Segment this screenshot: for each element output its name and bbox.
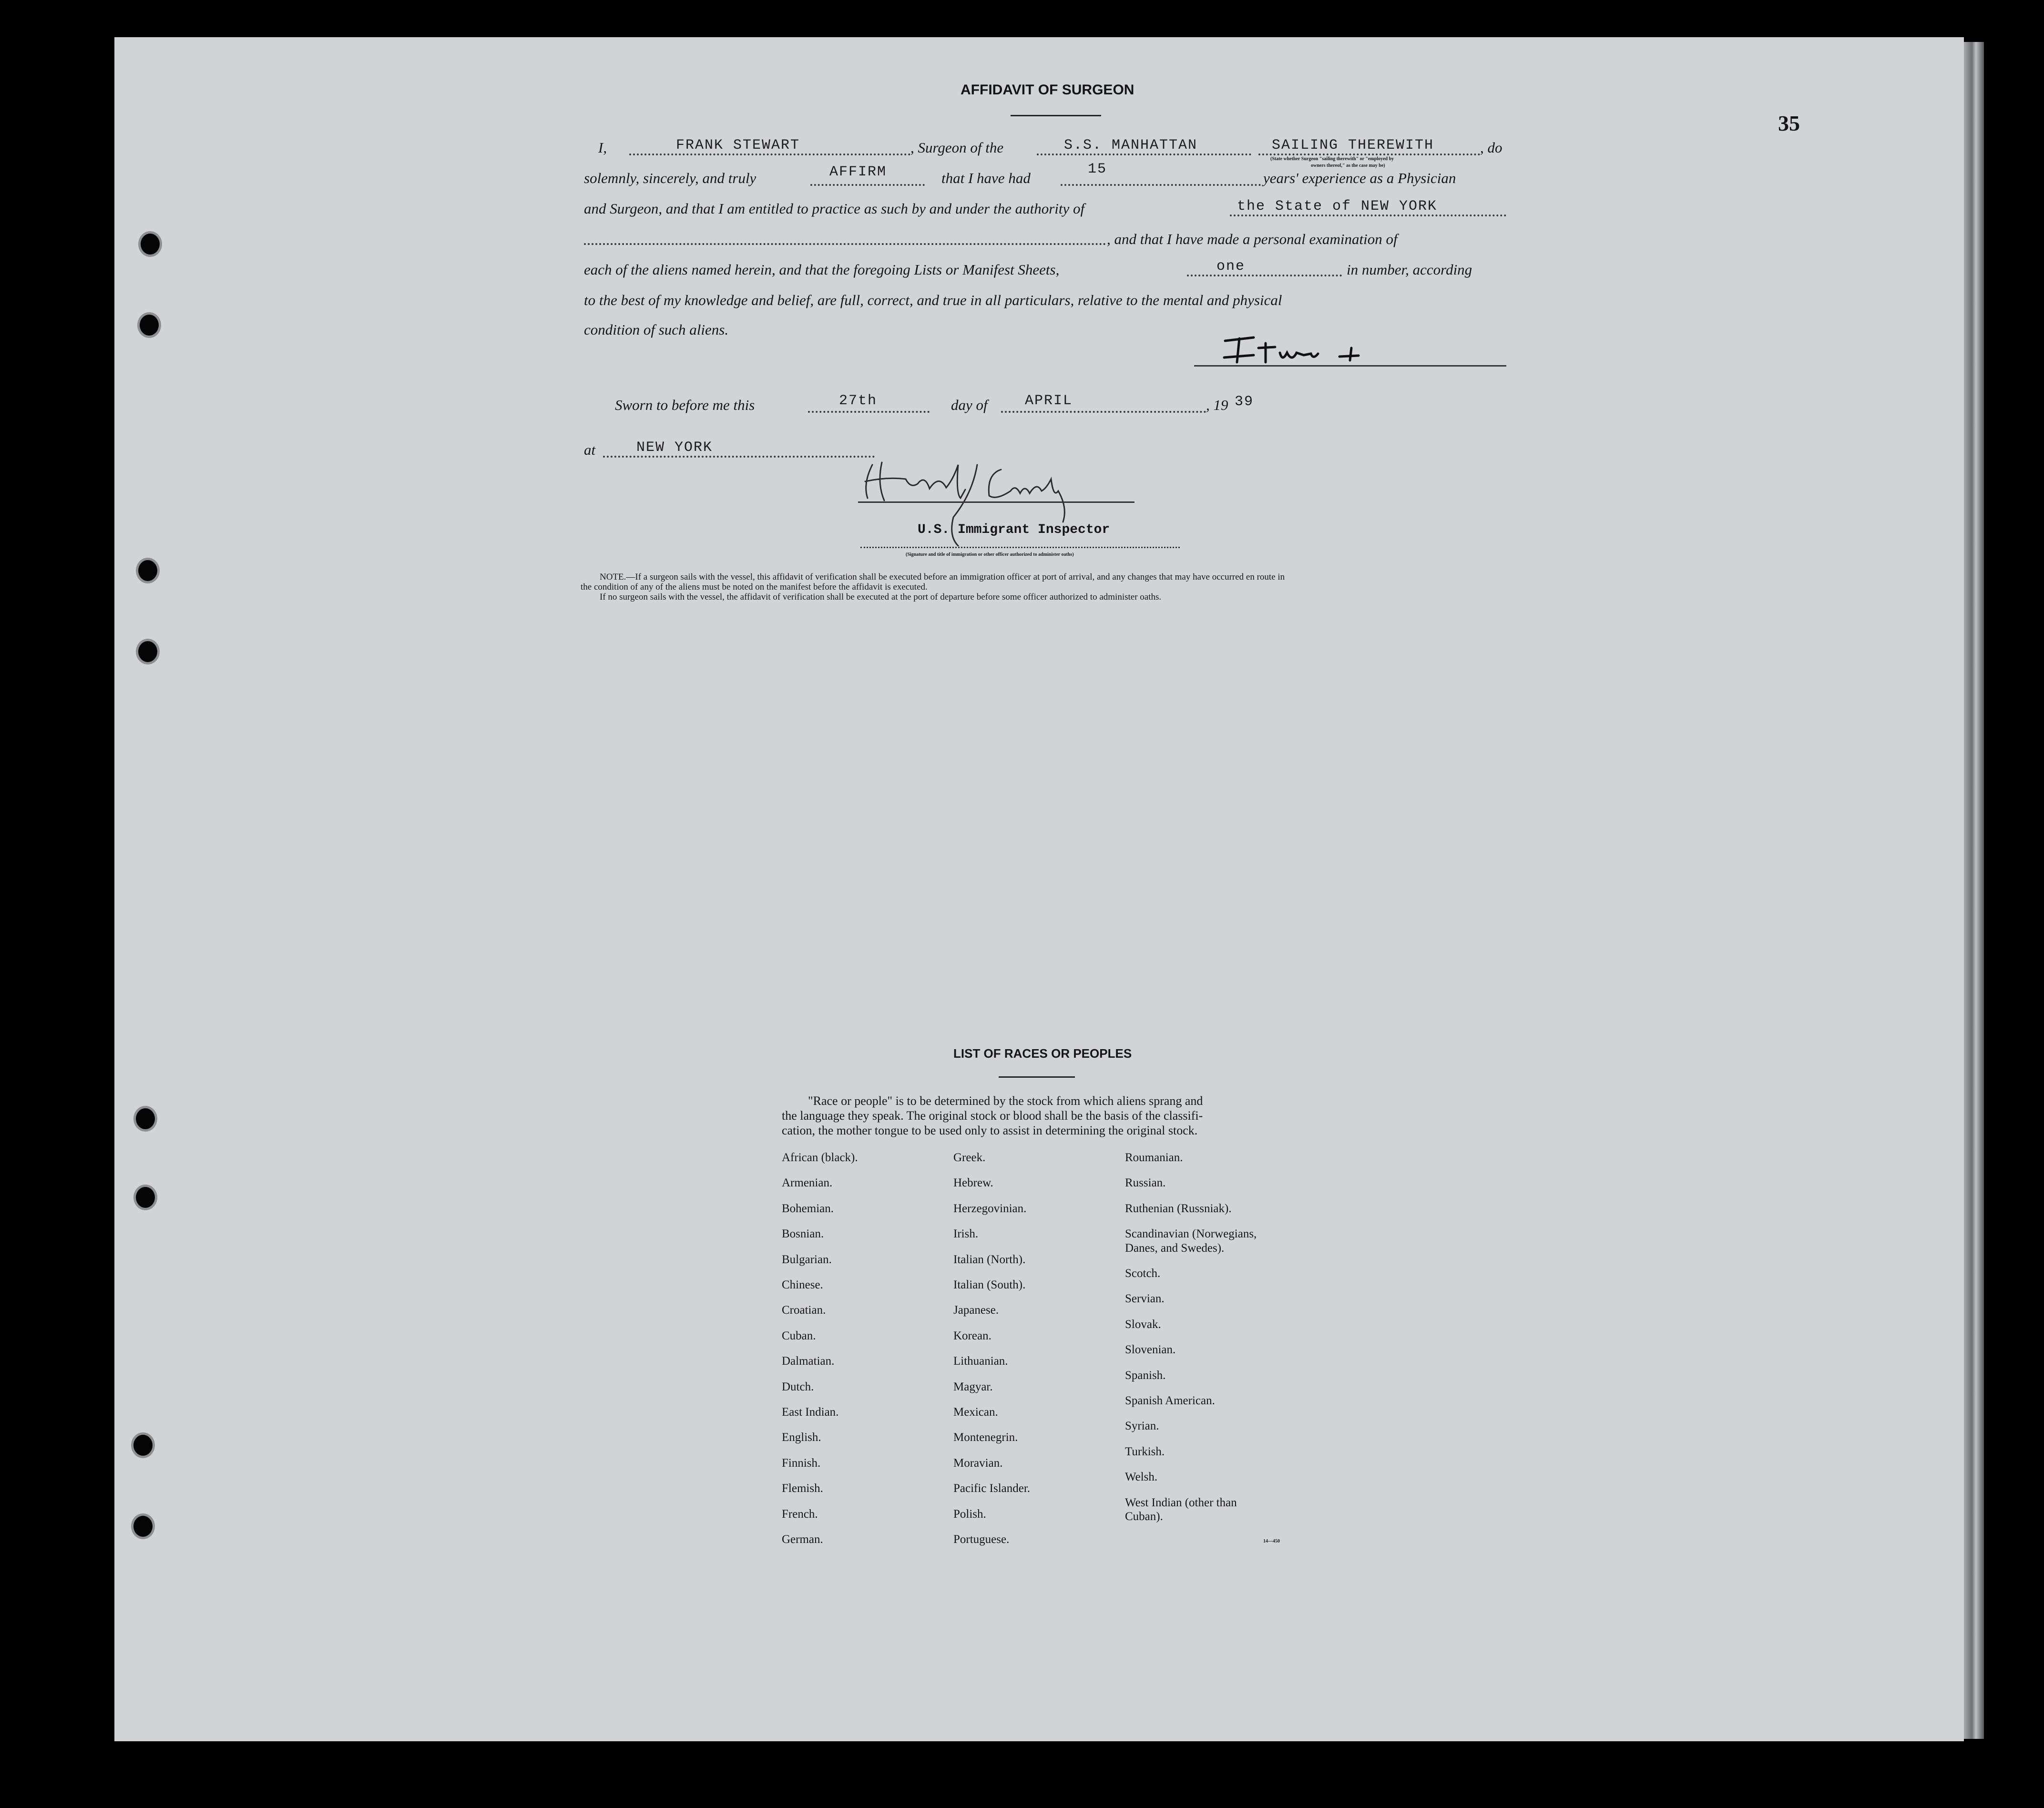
- race-item: Italian (South).: [953, 1278, 1026, 1291]
- blank-line: [1001, 411, 1206, 413]
- binder-hole: [140, 315, 159, 336]
- race-item: Bosnian.: [782, 1227, 824, 1241]
- oath-word: AFFIRM: [829, 164, 887, 180]
- sworn-month: APRIL: [1025, 393, 1073, 409]
- race-item: German.: [782, 1533, 823, 1546]
- race-item: Lithuanian.: [953, 1355, 1008, 1368]
- race-item: Ruthenian (Russniak).: [1125, 1202, 1232, 1215]
- note-line-1: NOTE.—If a surgeon sails with the vessel, this affidavit of verification shall be executed before an immigration officer at port of arrival, and any changes that may have occurred en route in: [600, 572, 1285, 582]
- title-rule: [1011, 115, 1101, 116]
- race-item: Finnish.: [782, 1456, 821, 1470]
- race-item: Servian.: [1125, 1292, 1165, 1306]
- races-title: LIST OF RACES OR PEOPLES: [953, 1046, 1132, 1061]
- binder-hole: [138, 641, 157, 662]
- status-note-2: owners thereof," as the case may be): [1311, 163, 1385, 168]
- status-note-1: (State whether Surgeon "sailing therewith" or "employed by: [1270, 156, 1394, 162]
- affidavit-title: AFFIDAVIT OF SURGEON: [961, 82, 1134, 98]
- text-years: years' experience as a Physician: [1263, 170, 1456, 186]
- race-item: Spanish American.: [1125, 1394, 1215, 1407]
- surgeon-signature: [1220, 329, 1373, 367]
- sworn-year: 39: [1235, 394, 1254, 410]
- race-item: Slovenian.: [1125, 1343, 1176, 1357]
- surgeon-name: FRANK STEWART: [676, 137, 800, 153]
- race-item: Scandinavian (Norwegians,: [1125, 1227, 1257, 1241]
- blank-line: [1230, 215, 1506, 216]
- race-item: Magyar.: [953, 1380, 993, 1393]
- race-item: English.: [782, 1431, 821, 1444]
- binder-hole: [138, 560, 157, 581]
- races-intro-1: "Race or people" is to be determined by the stock from which aliens sprang and: [808, 1094, 1203, 1108]
- text-surgeon-of: , Surgeon of the: [910, 139, 1004, 156]
- text-each-alien: each of the aliens named herein, and that the foregoing Lists or Manifest Sheets,: [584, 261, 1060, 278]
- text-solemnly: solemnly, sincerely, and truly: [584, 170, 756, 186]
- race-item: Roumanian.: [1125, 1151, 1183, 1164]
- race-item: Danes, and Swedes).: [1125, 1241, 1225, 1255]
- race-item: Portuguese.: [953, 1533, 1010, 1546]
- blank-line: [603, 456, 875, 458]
- sheet-count: one: [1216, 258, 1246, 275]
- race-item: French.: [782, 1507, 818, 1521]
- text-sworn: Sworn to before me this: [615, 397, 755, 413]
- race-item: Russian.: [1125, 1176, 1166, 1190]
- officer-title-line: [860, 547, 1180, 548]
- race-item: Flemish.: [782, 1482, 823, 1495]
- blank-line: [1037, 153, 1251, 155]
- race-item: West Indian (other than: [1125, 1496, 1237, 1509]
- race-item: Italian (North).: [953, 1253, 1026, 1266]
- text-i-have-had: that I have had: [941, 170, 1031, 186]
- race-item: Dalmatian.: [782, 1355, 835, 1368]
- blank-line: [1061, 184, 1261, 186]
- blank-line: [584, 243, 1106, 245]
- race-item: Bohemian.: [782, 1202, 834, 1215]
- race-item: Slovak.: [1125, 1318, 1161, 1331]
- race-item: African (black).: [782, 1151, 858, 1164]
- race-item: Greek.: [953, 1151, 986, 1164]
- note-line-2: the condition of any of the aliens must be noted on the manifest before the affidavit is executed.: [581, 582, 928, 592]
- race-item: Moravian.: [953, 1456, 1003, 1470]
- race-item: Dutch.: [782, 1380, 814, 1393]
- text-personal-examination: , and that I have made a personal examination of: [1107, 231, 1398, 247]
- race-item: Irish.: [953, 1227, 979, 1241]
- race-item: Hebrew.: [953, 1176, 993, 1190]
- text-and-surgeon: and Surgeon, and that I am entitled to practice as such by and under the authority of: [584, 200, 1085, 217]
- binder-hole: [136, 1108, 155, 1129]
- race-item: Herzegovinian.: [953, 1202, 1027, 1215]
- authority: the State of NEW YORK: [1237, 198, 1438, 215]
- binder-hole: [136, 1187, 155, 1208]
- blank-line: [1187, 275, 1342, 276]
- race-item: Japanese.: [953, 1304, 999, 1317]
- text-in-number: in number, according: [1347, 261, 1472, 278]
- blank-line: [1258, 153, 1480, 155]
- blank-line: [810, 184, 925, 186]
- page-number: 35: [1778, 111, 1800, 135]
- race-item: Cuban).: [1125, 1510, 1163, 1523]
- race-item: Welsh.: [1125, 1471, 1158, 1484]
- inspector-signature-line: [858, 501, 1134, 503]
- race-item: Mexican.: [953, 1406, 998, 1419]
- race-item: Cuban.: [782, 1329, 816, 1342]
- note-line-3: If no surgeon sails with the vessel, the affidavit of verification shall be executed at the port of departure before some officer authorized to administer oaths.: [600, 592, 1162, 602]
- text-year-prefix: , 19: [1206, 397, 1228, 413]
- surgeon-status: SAILING THEREWITH: [1272, 137, 1434, 153]
- races-title-rule: [999, 1076, 1075, 1078]
- race-item: Chinese.: [782, 1278, 823, 1291]
- race-item: East Indian.: [782, 1406, 839, 1419]
- text-at: at: [584, 441, 596, 458]
- inspector-signature: [858, 455, 1073, 555]
- page-edge: [1964, 42, 1984, 1739]
- text-i: I,: [598, 139, 607, 156]
- race-item: Polish.: [953, 1507, 986, 1521]
- race-item: Pacific Islander.: [953, 1482, 1031, 1495]
- race-item: Korean.: [953, 1329, 991, 1342]
- binder-hole: [141, 234, 160, 255]
- race-item: Scotch.: [1125, 1267, 1161, 1280]
- text-condition: condition of such aliens.: [584, 321, 729, 338]
- race-item: Bulgarian.: [782, 1253, 832, 1266]
- surgeon-signature-line: [1194, 365, 1506, 367]
- races-intro-3: cation, the mother tongue to be used only to assist in determining the original stock.: [782, 1124, 1198, 1137]
- race-item: Turkish.: [1125, 1445, 1165, 1458]
- race-item: Montenegrin.: [953, 1431, 1018, 1444]
- text-day-of: day of: [951, 397, 988, 413]
- text-do: , do: [1480, 139, 1502, 156]
- text-best-knowledge: to the best of my knowledge and belief, are full, correct, and true in all particulars, relative to the mental and physical: [584, 292, 1282, 308]
- sworn-place: NEW YORK: [636, 439, 713, 456]
- race-item: Syrian.: [1125, 1420, 1159, 1433]
- race-item: Spanish.: [1125, 1369, 1166, 1382]
- sworn-day: 27th: [839, 393, 878, 409]
- binder-hole: [133, 1516, 153, 1537]
- years-experience: 15: [1088, 161, 1107, 177]
- races-intro-2: the language they speak. The original stock or blood shall be the basis of the classifi-: [782, 1109, 1203, 1123]
- officer-note: (Signature and title of immigration or other officer authorized to administer oaths): [906, 552, 1074, 557]
- vessel-name: S.S. MANHATTAN: [1064, 137, 1198, 153]
- blank-line: [629, 153, 910, 155]
- race-item: Croatian.: [782, 1304, 826, 1317]
- form-code: 14—450: [1263, 1539, 1280, 1544]
- officer-title: U.S. Immigrant Inspector: [918, 522, 1110, 537]
- race-item: Armenian.: [782, 1176, 833, 1190]
- binder-hole: [133, 1435, 153, 1456]
- blank-line: [808, 411, 930, 413]
